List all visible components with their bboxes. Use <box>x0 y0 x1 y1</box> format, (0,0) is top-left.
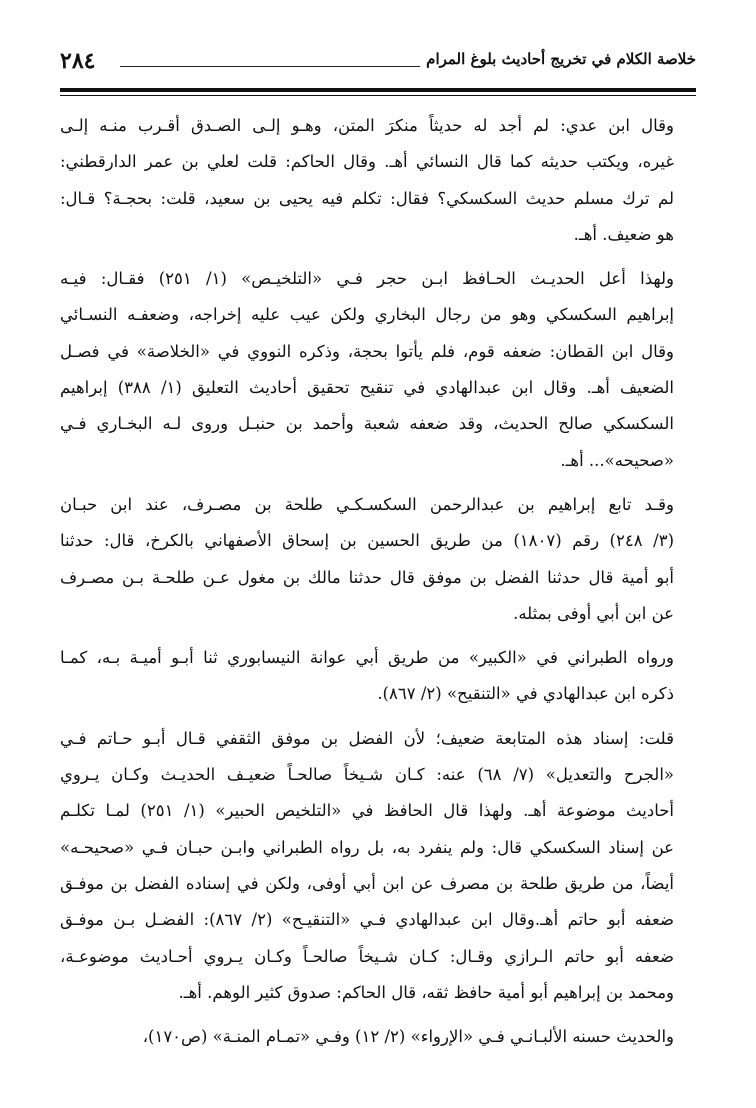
text-line: والحديث حسنه الألبـانـي فـي «الإرواء» (٢/ ١٢) وفـي «تمـام المنـة» (ص١٧٠)، <box>142 1027 674 1047</box>
header-dash-divider <box>120 66 420 67</box>
text-line: «الجرح والتعديل» (٧/ ٦٨) عنه: كـان شـيخاً صالحـاً ضعيـف الحديـث وكـان يـروي <box>60 765 675 785</box>
body-paragraph <box>60 1019 696 1055</box>
header-rule-thin <box>60 95 696 96</box>
text-line: ولهذا أعل الحديـث الحـافظ ابـن حجر فـي «التلخيـص» (١/ ٢٥١) فقـال: فيـه <box>60 269 674 289</box>
text-line: وقال ابن القطان: ضعفه قوم، فلم يأتوا بحجة، وذكره النووي في «الخلاصة» في فصـل <box>60 341 674 361</box>
text-line: ضعفه أبو حاتم أهـ.وقال ابن عبدالهادي فـي «التنقيـح» (٢/ ٨٦٧): الفضـل بـن موفـق <box>60 910 674 930</box>
page-number: ٢٨٤ <box>60 48 96 74</box>
page-header <box>60 44 696 76</box>
header-rule-thick <box>60 88 696 92</box>
text-line: ورواه الطبراني في «الكبير» من طريق أبي عوانة النيسابوري ثنا أبـو أميـة بـه، كمـا <box>60 648 674 668</box>
text-line: «صحيحه»... أهـ. <box>560 450 674 470</box>
text-line: وقال ابن عدي: لم أجد له حديثاً منكرَ المتن، وهـو إلـى الصـدق أقـرب منـه إلـى <box>60 116 674 135</box>
text-line: الضعيف أهـ. وقال ابن عبدالهادي في تنقيح تحقيق أحاديث التعليق (١/ ٣٨٨) إبراهيم <box>60 378 674 398</box>
body-paragraph <box>60 640 696 713</box>
text-line: أيضاً، من طريق طلحة بن مصرف عن ابن أبي أوفى، ولكن في إسناده الفضل بن موفـق <box>60 873 674 893</box>
text-line: السكسكي صالح الحديث، وقد ضعفه شعبة وأحمد بن حنبـل وروى لـه البخـاري فـي <box>60 414 674 434</box>
text-line: قلت: إسناد هذه المتابعة ضعيف؛ لأن الفضل بن موفق الثقفي قـال أبـو حـاتم فـي <box>60 728 674 748</box>
text-line: هو ضعيف. أهـ. <box>573 224 674 244</box>
body-paragraph <box>60 261 696 479</box>
text-line: ضعفه أبو حاتم الـرازي وقـال: كـان شـيخاً صالحـاً وكـان يـروي أحـاديث موضوعـة، <box>60 946 674 966</box>
text-line: ذكره ابن عبدالهادي في «التنقيح» (٢/ ٨٦٧). <box>377 684 674 704</box>
text-line: أبو أمية قال حدثنا الفضل بن موفق قال حدثنا مالك بن مغول عـن طلحـة بـن مصـرف <box>60 567 674 587</box>
body-paragraph <box>60 108 696 253</box>
body-paragraph <box>60 721 696 1011</box>
running-title: خلاصة الكلام في تخريج أحاديث بلوغ المرام <box>426 50 696 68</box>
text-line: أحاديث موضوعة أهـ. ولهذا قال الحافظ في «التلخيص الحبير» (١/ ٢٥١) لمـا تكلـم <box>60 801 674 821</box>
text-line: عن ابن أبي أوفى بمثله. <box>513 603 674 623</box>
text-line: لم ترك مسلم حديث السكسكي؟ فقال: تكلم فيه يحيى بن سعيد، قلت: بحجـة؟ قـال: <box>60 188 674 208</box>
text-line: ومحمد بن إبراهيم أبو أمية حافظ ثقه، قال الحاكم: صدوق كثير الوهم. أهـ. <box>178 982 674 1002</box>
text-line: إبراهيم السكسكي وهو من رجال البخاري ولكن عيب عليه إخراجه، وضعفـه النسـائي <box>60 305 674 325</box>
text-line: (٣/ ٢٤٨) رقم (١٨٠٧) من طريق الحسين بن إسحاق الأصفهاني بالكرخ، قال: حدثنا <box>60 531 674 551</box>
body-paragraph <box>60 487 696 632</box>
text-line: عن إسناد السكسكي قال: ولم ينفرد به، بل رواه الطبراني وابـن حبـان فـي «صحيحـه» <box>60 837 674 857</box>
page-body <box>60 108 696 1063</box>
text-line: وقـد تابع إبراهيم بن عبدالرحمن السكسـكـي طلحة بن مصـرف، عند ابن حبـان <box>60 494 674 514</box>
text-line: غيره، ويكتب حديثه كما قال النسائي أهـ. وقال الحاكم: قلت لعلي بن عمر الدارقطني: <box>60 152 674 172</box>
